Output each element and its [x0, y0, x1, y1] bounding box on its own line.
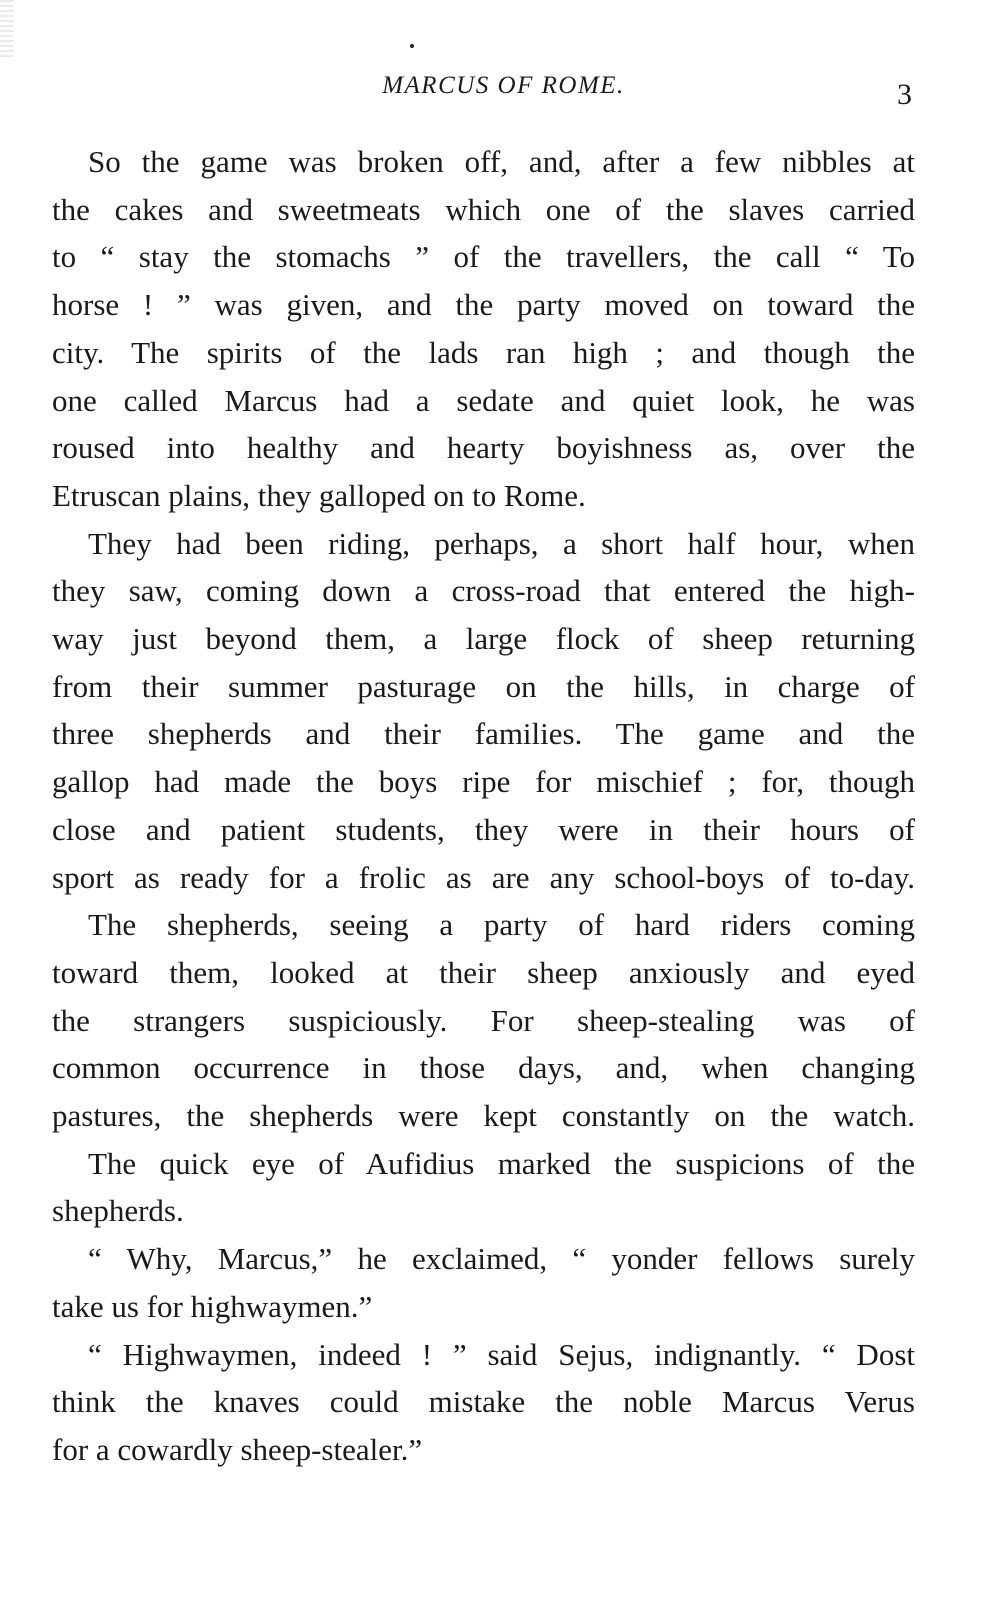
text-line: from their summer pasturage on the hills, in charge of — [52, 668, 915, 704]
text-line: the strangers suspiciously. For sheep-stealing was of — [52, 1002, 915, 1038]
text-line: pastures, the shepherds were kept constantly on the watch. — [52, 1098, 915, 1133]
text-line: The quick eye of Aufidius marked the suspicions of the — [88, 1145, 915, 1181]
text-line: they saw, coming down a cross-road that entered the high- — [52, 573, 915, 609]
text-line: way just beyond them, a large flock of sheep returning — [52, 621, 915, 656]
text-line: for a cowardly sheep-stealer.” — [52, 1431, 423, 1467]
text-line: three shepherds and their families. The game and the — [52, 716, 915, 752]
text-line: to “ stay the stomachs ” of the travellers, the call “ To — [52, 239, 915, 275]
text-line: gallop had made the boys ripe for mischief ; for, though — [52, 764, 915, 800]
text-line: take us for highwaymen.” — [52, 1288, 373, 1324]
text-line: toward them, looked at their sheep anxiously and eyed — [52, 954, 915, 990]
text-line: horse ! ” was given, and the party moved on toward the — [52, 287, 915, 323]
scan-edge-artifact — [0, 0, 14, 60]
text-line: sport as ready for a frolic as are any school-boys of to-day. — [52, 859, 915, 895]
text-line: The shepherds, seeing a party of hard riders coming — [88, 907, 915, 943]
page-number: 3 — [897, 78, 912, 111]
text-line: common occurrence in those days, and, when changing — [52, 1050, 915, 1086]
text-line: So the game was broken off, and, after a few nibbles at — [88, 144, 915, 179]
text-line: They had been riding, perhaps, a short half hour, when — [88, 525, 915, 561]
text-line: “ Highwaymen, indeed ! ” said Sejus, indignantly. “ Dost — [88, 1336, 915, 1372]
text-line: the cakes and sweetmeats which one of the slaves carried — [52, 191, 915, 227]
text-line: one called Marcus had a sedate and quiet look, he was — [52, 382, 915, 418]
running-title: MARCUS OF ROME. — [382, 72, 625, 99]
text-line: city. The spirits of the lads ran high ; and though the — [52, 334, 915, 370]
text-line: shepherds. — [52, 1193, 184, 1229]
text-line: roused into healthy and hearty boyishness as, over the — [52, 430, 915, 466]
text-line: close and patient students, they were in their hours of — [52, 811, 915, 847]
print-mark — [410, 44, 414, 48]
text-line: think the knaves could mistake the noble Marcus Verus — [52, 1384, 915, 1420]
text-line: Etruscan plains, they galloped on to Rome. — [52, 477, 586, 513]
text-line: “ Why, Marcus,” he exclaimed, “ yonder fellows surely — [88, 1241, 915, 1277]
